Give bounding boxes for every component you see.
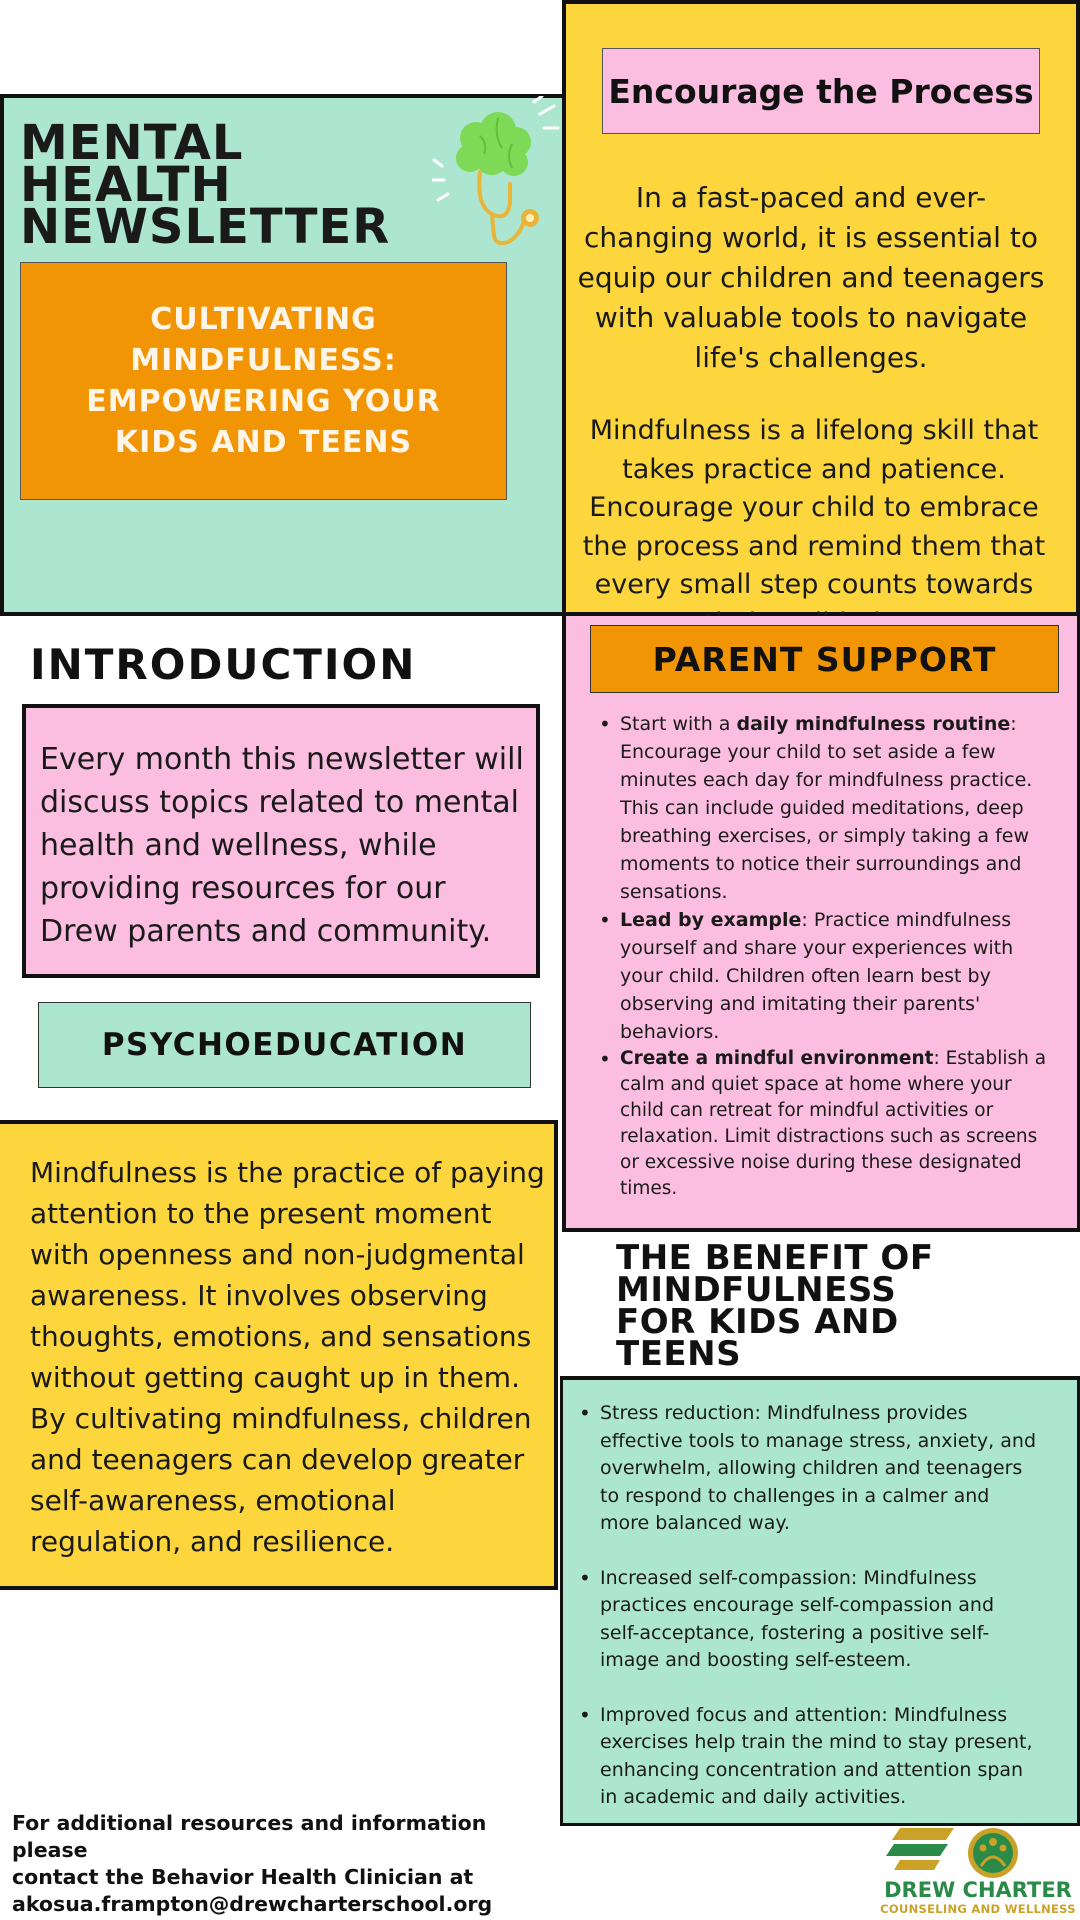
subtitle-line: KIDS AND TEENS [114, 425, 413, 460]
list-item [594, 1046, 1049, 1202]
logo-name: DREW CHARTER [884, 1878, 1072, 1902]
heading-line: MINDFULNESS [616, 1270, 897, 1310]
introduction-heading: INTRODUCTION [30, 640, 417, 689]
encourage-banner [602, 48, 1040, 134]
subtitle-banner [20, 262, 507, 500]
title-line: HEALTH [20, 157, 232, 213]
item-emphasis: daily mindfulness routine [736, 713, 1011, 735]
logo-tagline: COUNSELING AND WELLNESS [880, 1902, 1076, 1916]
list-item: • Increased self-compassion: Mindfulness practices encourage self-compassion and self-acceptance, fostering a positive self-image and boosting self-esteem. [574, 1565, 1036, 1675]
introduction-text: Every month this newsletter will discuss topics related to mental health and wellness, while providing resources for our Drew parents and community. [22, 704, 540, 978]
item-text: : Encourage your child to set aside a few minutes each day for mindfulness practice. This can include guided meditations, deep breathing exercises, or simply taking a few moments to notice their surroundings and sensations. [620, 713, 1033, 903]
psychoeducation-banner [38, 1002, 531, 1088]
item-text: : Establish a calm and quiet space at home where your child can retreat for mindful activities or relaxation. Limit distractions such as screens or excessive noise during these designated times. [620, 1048, 1047, 1199]
subtitle-line: EMPOWERING YOUR [86, 384, 441, 419]
encourage-paragraph: In a fast-paced and ever-changing world, it is essential to equip our children and teenagers with valuable tools to navigate life's challenges. [577, 181, 1045, 374]
item-text: : Practice mindfulness yourself and share your experiences with your child. Children often learn best by observing and imitating their parents' behaviors. [620, 909, 1014, 1043]
list-item [594, 710, 1049, 906]
encourage-heading: Encourage the Process [608, 71, 1034, 111]
encourage-paragraph: Mindfulness is a lifelong skill that takes practice and patience. Encourage your child to embrace the process and remind them that every small step counts towards [582, 415, 1046, 600]
list-item [594, 906, 1049, 1046]
item-text: Start with a [620, 713, 737, 735]
title-line: NEWSLETTER [20, 199, 391, 255]
parent-support-banner [590, 625, 1059, 693]
heading-line: FOR KIDS AND [616, 1302, 899, 1342]
contact-line: For additional resources and information please [12, 1811, 487, 1862]
list-item: • Stress reduction: Mindfulness provides effective tools to manage stress, anxiety, and overwhelm, allowing children and teenagers to respond to challenges in a calmer and more balanced way. [574, 1400, 1036, 1538]
parent-support-heading: PARENT SUPPORT [652, 639, 997, 679]
brain-stethoscope-icon [432, 96, 560, 248]
heading-line: THE BENEFIT OF [616, 1238, 934, 1278]
contact-info [12, 1810, 532, 1918]
list-item: • Improved focus and attention: Mindfulness exercises help train the mind to stay present, enhancing concentration and attention span in academic and daily activities. [574, 1702, 1036, 1812]
subtitle-line: MINDFULNESS: [130, 343, 397, 378]
benefits-list [574, 1400, 1036, 1839]
heading-line: TEENS [616, 1334, 742, 1374]
item-emphasis: Create a mindful environment [620, 1048, 934, 1069]
contact-email[interactable]: akosua.frampton@drewcharterschool.org [12, 1892, 493, 1916]
newsletter-title [20, 115, 470, 255]
contact-line: contact the Behavior Health Clinician at [12, 1865, 474, 1889]
benefits-heading [616, 1238, 1046, 1374]
subtitle-line: CULTIVATING [150, 302, 377, 337]
item-emphasis: Lead by example [620, 909, 802, 931]
title-line: MENTAL [20, 115, 244, 171]
psychoeducation-heading: PSYCHOEDUCATION [101, 1027, 468, 1063]
newsletter-subtitle [86, 299, 440, 463]
psychoeducation-text: Mindfulness is the practice of paying attention to the present moment with openness and non-judgmental awareness. It involves observing thoughts, emotions, and sensations without getting caught up in them. By cultivating mindfulness, children and teenagers can develop greater self-awareness, emotional regulation, and resilience. [0, 1120, 558, 1590]
parent-support-list [594, 710, 1049, 1202]
